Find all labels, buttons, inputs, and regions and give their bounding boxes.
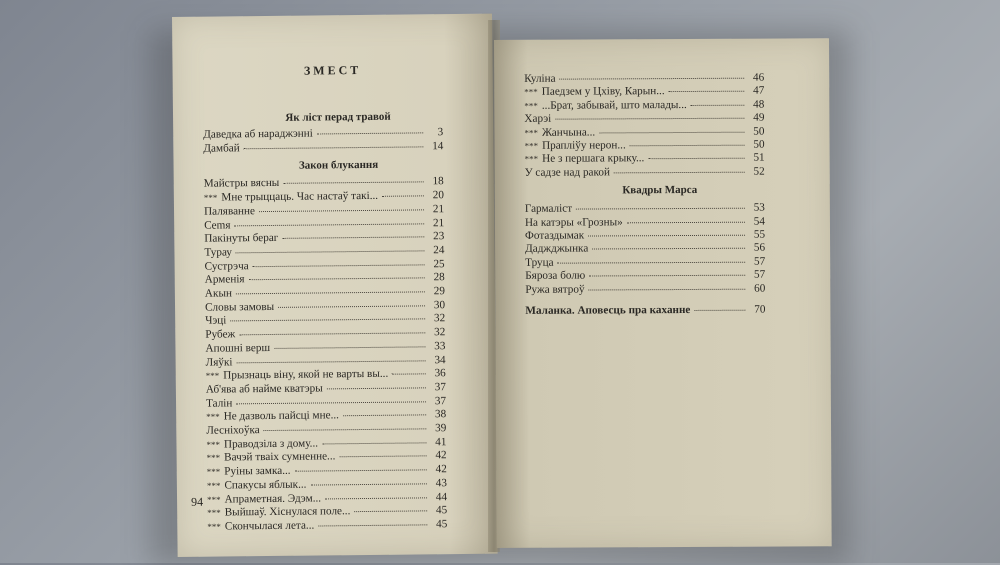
section-heading: Як ліст перад травой <box>285 110 391 124</box>
dot-leader <box>264 419 427 431</box>
toc-entry-page: 55 <box>753 228 766 241</box>
toc-entry-title: Ляўкі <box>205 355 233 369</box>
toc-entry-title: Жанчына... <box>541 126 596 139</box>
dot-leader <box>325 488 427 499</box>
toc-entry-title: Даведка аб нараджэнні <box>203 127 313 141</box>
toc-entry-title: Акын <box>204 287 232 300</box>
asterisks-icon: *** <box>206 411 220 422</box>
dot-leader <box>627 212 745 223</box>
toc-entry-title: Майстры вясны <box>203 177 280 191</box>
dot-leader <box>239 323 425 335</box>
toc-entry-page: 60 <box>754 282 766 295</box>
toc-entry-page: 70 <box>754 303 766 316</box>
asterisks-icon: *** <box>206 452 221 464</box>
toc-entry-title: Ружа вятроў <box>525 283 585 296</box>
asterisks-icon: *** <box>203 192 218 203</box>
dot-leader <box>589 266 745 277</box>
dot-leader <box>236 282 425 294</box>
asterisks-icon: *** <box>206 494 221 505</box>
dot-leader <box>354 502 427 513</box>
dot-leader <box>234 214 424 226</box>
toc-entry-page: 18 <box>432 175 444 188</box>
toc-entry-page: 32 <box>434 326 446 339</box>
toc-entry-page: 52 <box>753 165 765 178</box>
toc-entry-title: Паляванне <box>203 204 256 218</box>
toc-entry-title: Харэі <box>524 112 552 126</box>
dot-leader <box>327 378 426 389</box>
toc-entry-page: 57 <box>753 255 766 268</box>
toc-entry-title: Чэці <box>205 314 227 328</box>
dot-leader <box>339 447 426 458</box>
dot-leader <box>589 279 746 290</box>
toc-entry-page: 53 <box>753 201 765 214</box>
toc-entry-title: Труца <box>525 256 554 269</box>
toc-entry-page: 29 <box>433 285 445 298</box>
toc-entry-title: Гармаліст <box>524 202 573 216</box>
dot-leader <box>392 365 426 375</box>
toc-entry-page: 34 <box>434 353 446 366</box>
dot-leader <box>317 123 423 134</box>
toc-entry-page: 32 <box>433 312 446 325</box>
toc-entry-page: 44 <box>435 490 448 503</box>
toc-entry-title: Турау <box>204 246 232 259</box>
toc-entry-title: Не дазволь пайсці мне... <box>223 409 340 423</box>
toc-entry-title: ...Брат, забывай, што малады... <box>541 98 687 112</box>
dot-leader <box>236 351 425 363</box>
dot-leader <box>230 310 425 322</box>
dot-leader <box>588 226 745 237</box>
toc-entry-title: Спакусы яблык... <box>224 478 307 492</box>
toc-entry-title: Праводзіла з дому... <box>223 437 319 451</box>
toc-entry-title: Даджджынка <box>525 242 589 256</box>
toc-entry-page: 51 <box>753 151 765 165</box>
toc-entry-page: 24 <box>433 244 445 257</box>
dot-leader <box>648 149 744 160</box>
toc-entry-title: Фотаздымак <box>524 229 585 242</box>
dot-leader <box>259 200 424 212</box>
toc-entry-title: На катэры «Грозны» <box>524 215 623 229</box>
toc-entry-title: Прызнаць віну, якой не варты вы... <box>223 367 389 382</box>
toc-entry-page: 50 <box>753 125 765 138</box>
dot-leader <box>322 433 427 444</box>
asterisks-icon: *** <box>524 154 539 165</box>
asterisks-icon: *** <box>207 507 221 518</box>
dot-leader <box>274 337 426 349</box>
toc-entry-title: Скончылася лета... <box>224 519 315 533</box>
asterisks-icon: *** <box>205 370 220 381</box>
toc-entry-title: Вачэй тваіх сумненне... <box>224 450 336 464</box>
dot-leader <box>614 162 745 173</box>
dot-leader <box>248 269 424 281</box>
section-heading: Закон блукання <box>298 159 379 173</box>
toc-entry-title: Рубеж <box>205 328 236 341</box>
toc-entry-title: Мне трыццаць. Час настаў такі... <box>221 189 379 204</box>
toc-entry-title: Пакінуты бераг <box>204 232 279 245</box>
dot-leader <box>599 122 744 133</box>
toc-entry-title: У садзе над ракой <box>524 166 610 179</box>
right-page <box>494 38 832 548</box>
toc-entry-title: Талін <box>205 396 233 410</box>
asterisks-icon: *** <box>206 439 221 450</box>
toc-entry-page: 57 <box>754 268 766 281</box>
toc-entry <box>203 139 443 156</box>
toc-entry-page: 28 <box>433 271 445 284</box>
asterisks-icon: *** <box>206 466 221 477</box>
asterisks-icon: *** <box>524 140 539 151</box>
toc-entry-title: Аб'ява аб найме кватэры <box>205 382 323 396</box>
toc-entry-page: 37 <box>434 381 446 394</box>
toc-entry-title: Лесніхоўка <box>206 424 260 437</box>
dot-leader <box>236 392 426 404</box>
dot-leader <box>343 406 426 417</box>
toc-entry-page: 43 <box>435 476 447 490</box>
toc-entry-page: 33 <box>434 339 446 353</box>
dot-leader <box>244 137 424 149</box>
toc-entry <box>525 164 765 180</box>
toc-entry-page: 36 <box>434 367 446 380</box>
toc-entry <box>525 281 765 297</box>
toc-entry <box>207 517 447 534</box>
dot-leader <box>691 95 745 105</box>
toc-entry-page: 30 <box>433 298 446 311</box>
dot-leader <box>236 241 425 253</box>
dot-leader <box>282 228 424 239</box>
toc-title: ЗМЕСТ <box>303 63 362 78</box>
toc-entry-page: 39 <box>435 422 447 435</box>
toc-entry-title: Выйшаў. Хіснулася поле... <box>224 505 351 519</box>
toc-entry-title: Паедзем у Цхіву, Карын... <box>541 85 665 99</box>
page-number: 94 <box>191 494 204 509</box>
toc-entry-title: Арменія <box>204 273 245 286</box>
asterisks-icon: *** <box>206 480 221 491</box>
toc-entry-page: 25 <box>433 257 445 270</box>
asterisks-icon: *** <box>524 87 538 98</box>
toc-entry-page: 38 <box>434 408 447 421</box>
toc-entry-title: Не з першага крыку... <box>542 152 645 166</box>
toc-entry-page: 49 <box>753 111 765 124</box>
toc-entry-title: Дамбай <box>203 141 240 155</box>
dot-leader <box>294 460 426 471</box>
section-heading: Квадры Марса <box>622 184 698 197</box>
toc-entry-page: 45 <box>435 504 448 517</box>
toc-entry-page: 42 <box>435 449 447 462</box>
toc-entry-title: Прапліўу нерон... <box>542 139 626 152</box>
toc-entry-page: 3 <box>437 126 444 139</box>
toc-entry-title: Апошні верш <box>205 341 271 355</box>
left-page <box>172 14 498 557</box>
toc-entry-page: 54 <box>753 215 765 228</box>
toc-entry-title: Куліна <box>524 72 556 85</box>
dot-leader <box>669 82 745 92</box>
toc-entry-title: Словы замовы <box>204 300 275 314</box>
toc-entry-page: 21 <box>432 202 445 216</box>
toc-entry-page: 37 <box>434 394 447 407</box>
dot-leader <box>253 255 425 267</box>
dot-leader <box>558 252 746 263</box>
dot-leader <box>283 173 424 184</box>
toc-entry-page: 56 <box>753 241 766 255</box>
toc-entry-page: 14 <box>432 139 444 152</box>
dot-leader <box>278 296 425 308</box>
dot-leader <box>555 109 744 120</box>
dot-leader <box>318 515 427 526</box>
toc-entry-page: 48 <box>753 98 765 111</box>
toc-entry-title: Руіны замка... <box>224 464 291 478</box>
toc-entry-title: Бяроза болю <box>525 269 586 283</box>
dot-leader <box>592 239 745 250</box>
dot-leader <box>560 69 745 80</box>
toc-entry-title: Маланка. Аповесць пра каханне <box>525 303 691 317</box>
dot-leader <box>630 136 745 147</box>
toc-entry-page: 23 <box>433 230 445 243</box>
dot-leader <box>310 474 427 485</box>
asterisks-icon: *** <box>207 521 221 532</box>
toc-entry-page: 21 <box>432 216 445 229</box>
dot-leader <box>576 199 745 210</box>
dot-leader <box>694 301 745 311</box>
toc-entry-page: 50 <box>753 138 765 151</box>
asterisks-icon: *** <box>524 127 539 138</box>
toc-entry-page: 46 <box>752 71 765 84</box>
toc-entry-page: 41 <box>435 435 447 448</box>
asterisks-icon: *** <box>524 100 538 111</box>
toc-entry <box>525 303 765 319</box>
toc-entry-title: Сустрэча <box>204 259 249 273</box>
toc-entry-page: 45 <box>436 518 448 531</box>
toc-entry-page: 42 <box>435 463 447 476</box>
toc-entry-page: 47 <box>753 84 765 98</box>
toc-entry-page: 20 <box>432 189 444 202</box>
toc-entry-title: Апраметная. Эдэм... <box>224 491 322 505</box>
toc-entry-title: Сemя <box>204 218 231 232</box>
dot-leader <box>382 186 424 196</box>
